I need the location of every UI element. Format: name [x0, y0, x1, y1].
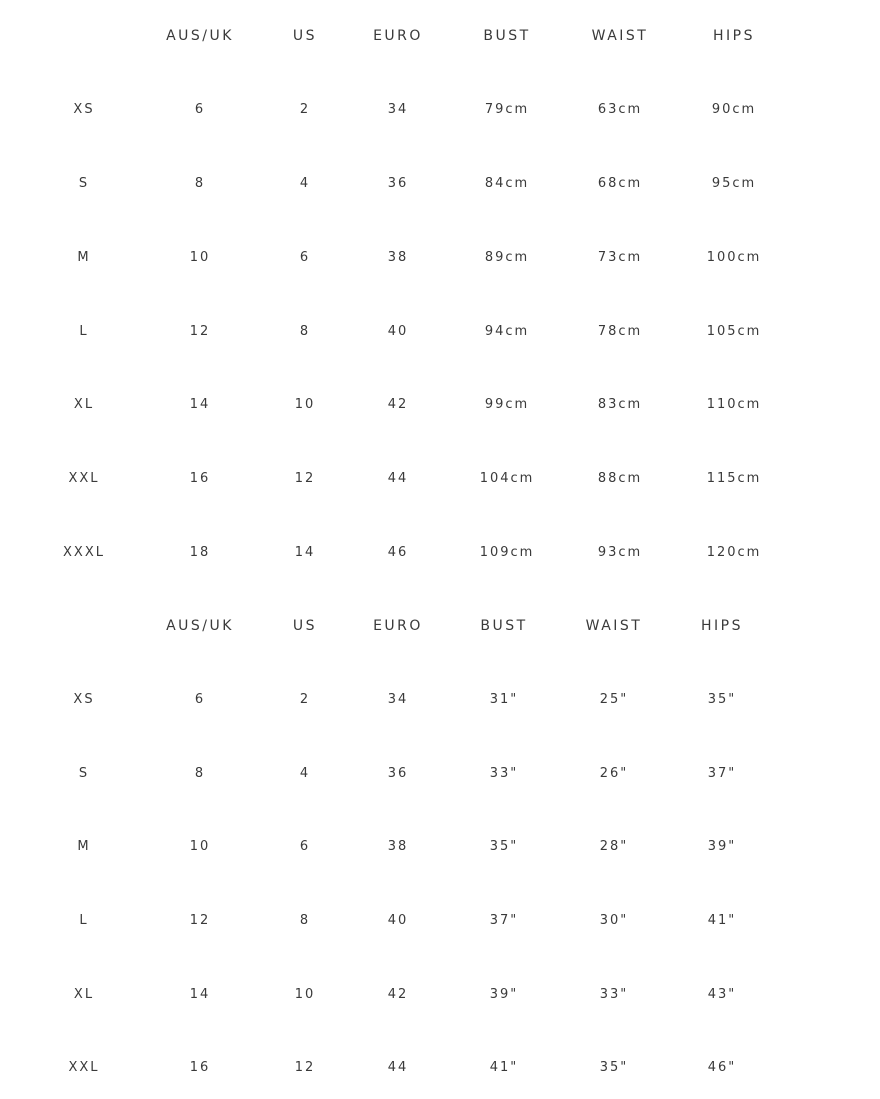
table-row [0, 317, 880, 347]
bust-value: 39" [489, 987, 519, 1002]
bust-value: 89cm [484, 250, 530, 265]
bust-value: 99cm [484, 397, 530, 412]
aus-uk-value: 8 [194, 766, 206, 781]
us-value: 8 [299, 913, 311, 928]
aus-uk-value: 18 [189, 545, 211, 560]
hips-value: 105cm [706, 324, 762, 339]
table-row [0, 832, 880, 862]
aus-uk-value: 14 [189, 987, 211, 1002]
table-row [0, 390, 880, 420]
us-value: 6 [299, 250, 311, 265]
size-label: XXL [68, 471, 100, 486]
table-row [0, 464, 880, 494]
aus-uk-value: 8 [194, 176, 206, 191]
euro-value: 44 [387, 1060, 409, 1075]
table-row [0, 243, 880, 273]
euro-value: 34 [387, 692, 409, 707]
bust-value: 84cm [484, 176, 530, 191]
euro-value: 38 [387, 839, 409, 854]
header-bust: BUST [480, 618, 528, 634]
header-bust: BUST [483, 28, 531, 44]
table-row [0, 538, 880, 568]
header-row [0, 611, 880, 641]
size-label: M [77, 250, 91, 265]
waist-value: 30" [599, 913, 629, 928]
bust-value: 37" [489, 913, 519, 928]
euro-value: 42 [387, 397, 409, 412]
header-euro: EURO [373, 28, 423, 44]
bust-value: 33" [489, 766, 519, 781]
aus-uk-value: 16 [189, 1060, 211, 1075]
waist-value: 63cm [597, 102, 643, 117]
size-label: L [79, 324, 89, 339]
euro-value: 34 [387, 102, 409, 117]
waist-value: 83cm [597, 397, 643, 412]
us-value: 14 [294, 545, 316, 560]
table-row [0, 1053, 880, 1083]
us-value: 10 [294, 397, 316, 412]
euro-value: 38 [387, 250, 409, 265]
size-label: XXXL [63, 545, 105, 560]
us-value: 6 [299, 839, 311, 854]
euro-value: 40 [387, 913, 409, 928]
us-value: 4 [299, 766, 311, 781]
euro-value: 36 [387, 766, 409, 781]
waist-value: 68cm [597, 176, 643, 191]
bust-value: 104cm [479, 471, 535, 486]
hips-value: 46" [707, 1060, 737, 1075]
bust-value: 41" [489, 1060, 519, 1075]
hips-value: 39" [707, 839, 737, 854]
size-label: S [78, 176, 90, 191]
table-row [0, 169, 880, 199]
bust-value: 79cm [484, 102, 530, 117]
waist-value: 35" [599, 1060, 629, 1075]
us-value: 4 [299, 176, 311, 191]
hips-value: 110cm [706, 397, 762, 412]
waist-value: 73cm [597, 250, 643, 265]
hips-value: 41" [707, 913, 737, 928]
waist-value: 93cm [597, 545, 643, 560]
size-label: S [78, 766, 90, 781]
hips-value: 90cm [711, 102, 757, 117]
header-aus-uk: AUS/UK [166, 618, 234, 634]
us-value: 2 [299, 692, 311, 707]
aus-uk-value: 12 [189, 324, 211, 339]
waist-value: 25" [599, 692, 629, 707]
table-row [0, 906, 880, 936]
header-hips: HIPS [713, 28, 755, 44]
aus-uk-value: 10 [189, 839, 211, 854]
euro-value: 46 [387, 545, 409, 560]
euro-value: 40 [387, 324, 409, 339]
size-label: XXL [68, 1060, 100, 1075]
euro-value: 36 [387, 176, 409, 191]
size-label: M [77, 839, 91, 854]
euro-value: 44 [387, 471, 409, 486]
aus-uk-value: 14 [189, 397, 211, 412]
table-row [0, 95, 880, 125]
hips-value: 100cm [706, 250, 762, 265]
us-value: 10 [294, 987, 316, 1002]
size-label: XS [73, 692, 95, 707]
size-label: XL [73, 987, 95, 1002]
hips-value: 35" [707, 692, 737, 707]
us-value: 8 [299, 324, 311, 339]
bust-value: 94cm [484, 324, 530, 339]
bust-value: 31" [489, 692, 519, 707]
hips-value: 120cm [706, 545, 762, 560]
hips-value: 95cm [711, 176, 757, 191]
header-aus-uk: AUS/UK [166, 28, 234, 44]
aus-uk-value: 6 [194, 692, 206, 707]
aus-uk-value: 6 [194, 102, 206, 117]
bust-value: 35" [489, 839, 519, 854]
waist-value: 33" [599, 987, 629, 1002]
table-row [0, 685, 880, 715]
waist-value: 28" [599, 839, 629, 854]
size-label: XS [73, 102, 95, 117]
size-label: L [79, 913, 89, 928]
aus-uk-value: 10 [189, 250, 211, 265]
header-waist: WAIST [585, 618, 643, 634]
us-value: 12 [294, 1060, 316, 1075]
aus-uk-value: 12 [189, 913, 211, 928]
us-value: 12 [294, 471, 316, 486]
header-us: US [292, 618, 318, 634]
euro-value: 42 [387, 987, 409, 1002]
hips-value: 43" [707, 987, 737, 1002]
hips-value: 115cm [706, 471, 762, 486]
header-hips: HIPS [701, 618, 743, 634]
size-label: XL [73, 397, 95, 412]
waist-value: 78cm [597, 324, 643, 339]
hips-value: 37" [707, 766, 737, 781]
waist-value: 88cm [597, 471, 643, 486]
table-row [0, 980, 880, 1010]
aus-uk-value: 16 [189, 471, 211, 486]
header-row [0, 21, 880, 51]
waist-value: 26" [599, 766, 629, 781]
table-row [0, 759, 880, 789]
header-waist: WAIST [591, 28, 649, 44]
header-euro: EURO [373, 618, 423, 634]
bust-value: 109cm [479, 545, 535, 560]
header-us: US [292, 28, 318, 44]
us-value: 2 [299, 102, 311, 117]
